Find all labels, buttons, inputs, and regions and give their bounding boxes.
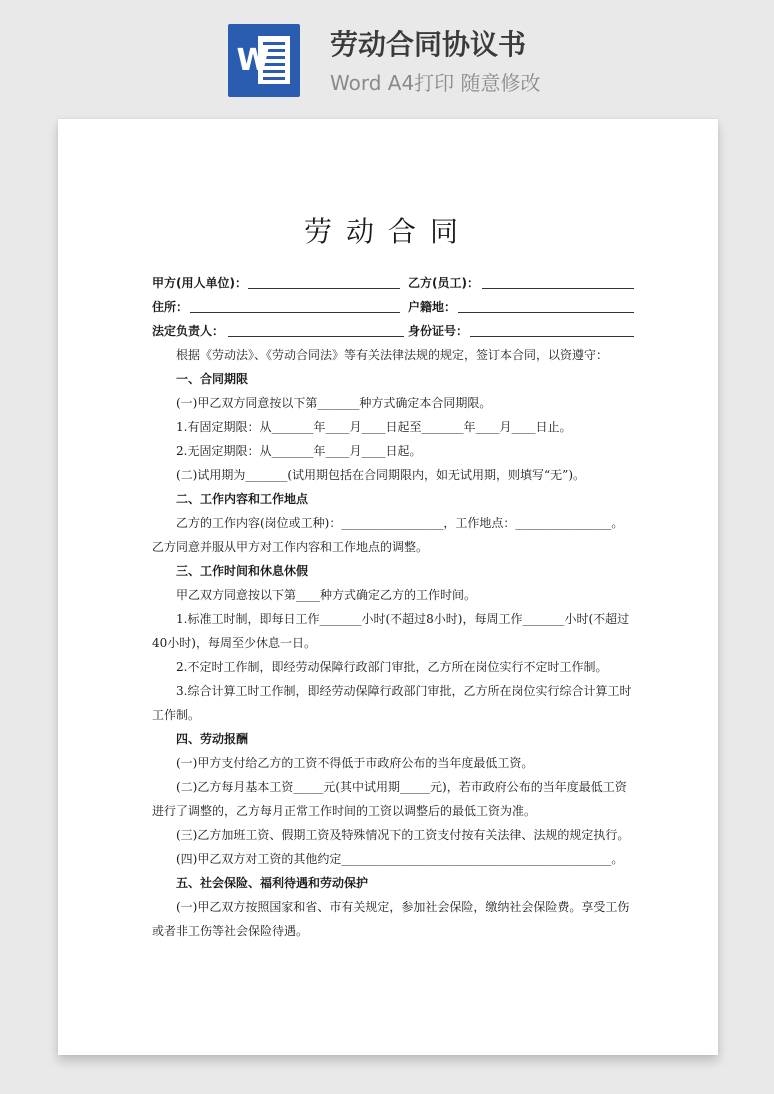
section-paragraph: 乙方同意并服从甲方对工作内容和工作地点的调整。	[152, 540, 429, 554]
section-paragraph: (一)甲乙双方同意按以下第_______种方式确定本合同期限。	[176, 396, 492, 410]
household-blank[interactable]	[458, 312, 634, 313]
section-paragraph: 1.标准工时制，即每日工作_______小时(不超过8小时)，每周工作_______小时(不超过40小时)，每周至少休息一日。	[152, 612, 630, 650]
legal-rep-blank[interactable]	[228, 336, 404, 337]
section-heading: 三、工作时间和休息休假	[176, 564, 309, 578]
legal-rep-label: 法定负责人：	[152, 324, 225, 338]
id-blank[interactable]	[470, 336, 634, 337]
document-page	[58, 119, 718, 1055]
word-icon-letter: W	[236, 43, 270, 78]
section-paragraph: 2.不定时工作制，即经劳动保障行政部门审批，乙方所在岗位实行不定时工作制。	[176, 660, 608, 674]
section-paragraph: (二)乙方每月基本工资_____元(其中试用期_____元)，若市政府公布的当年度最低工资进行了调整的，乙方每月正常工作时间的工资以调整后的最低工资为准。	[152, 780, 627, 818]
section-paragraph: (四)甲乙双方对工资的其他约定_____________________________________________。	[176, 852, 624, 866]
parties-row	[152, 271, 634, 295]
section-paragraph: 1.有固定期限：从_______年____月____日起至_______年____月____日止。	[176, 420, 572, 434]
address-blank[interactable]	[190, 312, 400, 313]
header-subtitle: Word A4打印 随意修改	[330, 71, 541, 95]
section-paragraph: (二)试用期为_______(试用期包括在合同期限内，如无试用期，则填写“无”)。	[176, 468, 585, 482]
address-label: 住所：	[152, 300, 189, 314]
id-label: 身份证号：	[408, 324, 469, 338]
word-document-icon	[228, 24, 300, 97]
address-row	[152, 295, 634, 319]
household-label: 户籍地：	[408, 300, 457, 314]
section-heading: 五、社会保险、福利待遇和劳动保护	[176, 876, 369, 890]
section-heading: 四、劳动报酬	[176, 732, 249, 746]
section-heading: 二、工作内容和工作地点	[176, 492, 309, 506]
section-paragraph: 甲乙双方同意按以下第____种方式确定乙方的工作时间。	[176, 588, 477, 602]
employee-label: 乙方(员工)：	[408, 276, 479, 290]
employer-label: 甲方(用人单位)：	[152, 276, 247, 290]
employee-blank[interactable]	[482, 288, 634, 289]
section-paragraph: 2.无固定期限：从_______年____月____日起。	[176, 444, 422, 458]
section-paragraph: (一)甲方支付给乙方的工资不得低于市政府公布的当年度最低工资。	[176, 756, 534, 770]
document-title: 劳动合同	[303, 215, 472, 248]
section-paragraph: 乙方的工作内容(岗位或工种)：_________________，工作地点：________________。	[176, 516, 624, 530]
intro-paragraph: 根据《劳动法》、《劳动合同法》等有关法律法规的规定，签订本合同，以资遵守：	[176, 348, 609, 362]
page-header	[0, 0, 774, 110]
employer-blank[interactable]	[248, 288, 400, 289]
header-title: 劳动合同协议书	[330, 28, 527, 61]
section-paragraph: (一)甲乙双方按照国家和省、市有关规定，参加社会保险，缴纳社会保险费。享受工伤或者非工伤等社会保险待遇。	[152, 900, 630, 938]
section-paragraph: (三)乙方加班工资、假期工资及特殊情况下的工资支付按有关法律、法规的规定执行。	[176, 828, 630, 842]
section-heading: 一、合同期限	[176, 372, 249, 386]
legal-rep-row	[152, 319, 634, 343]
section-paragraph: 3.综合计算工时工作制，即经劳动保障行政部门审批，乙方所在岗位实行综合计算工时工作制。	[152, 684, 632, 722]
document-body	[152, 271, 634, 943]
